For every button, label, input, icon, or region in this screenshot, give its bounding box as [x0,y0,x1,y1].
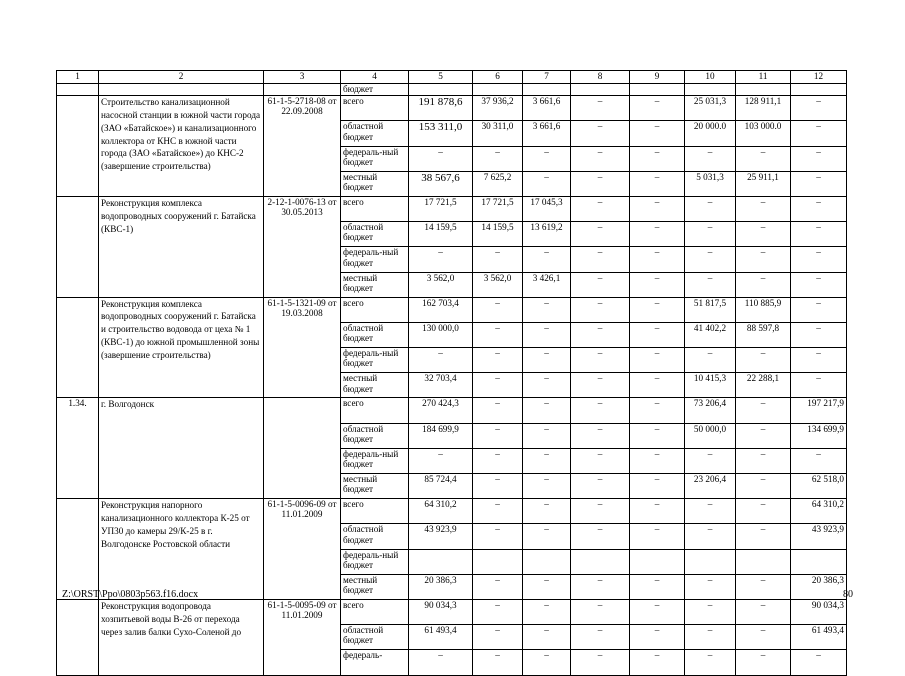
amount-cell: 64 310,2 [409,499,473,524]
registration-number [264,398,341,499]
amount-cell: – [473,247,523,272]
amount-cell: – [473,625,523,650]
amount-cell: – [523,625,571,650]
amount-cell: – [409,650,473,675]
amount-cell: 32 703,4 [409,373,473,398]
funding-source-label: федераль-ный бюджет [341,549,409,574]
amount-cell: 73 206,4 [685,398,736,423]
table-row [57,96,847,109]
amount-cell: 184 699,9 [409,423,473,448]
amount-cell: – [736,423,791,448]
cell-empty [736,83,791,96]
amount-cell: – [523,650,571,675]
amount-cell: – [571,499,630,524]
registration-number: 61-1-5-0096-09 от 11.01.2009 [264,499,341,600]
amount-cell: – [473,524,523,549]
amount-cell: 37 936,2 [473,96,523,121]
amount-cell: – [523,247,571,272]
amount-cell: 20 386,3 [409,574,473,599]
amount-cell [473,549,523,574]
amount-cell: – [791,373,847,398]
amount-cell: – [409,146,473,171]
amount-cell: – [736,448,791,473]
cell-empty [57,83,99,96]
amount-cell: – [571,322,630,347]
amount-cell: 20 000.0 [685,121,736,146]
amount-cell [630,549,685,574]
amount-cell: – [630,171,685,196]
funding-source-label: всего [341,297,409,322]
amount-cell: – [473,448,523,473]
amount-cell: – [736,247,791,272]
amount-cell: – [571,574,630,599]
column-number-5: 5 [409,71,473,84]
funding-source-label: местный бюджет [341,474,409,499]
amount-cell: – [630,196,685,221]
amount-cell: 43 923,9 [409,524,473,549]
amount-cell: – [685,499,736,524]
registration-number: 61-1-5-1321-09 от 19.03.2008 [264,297,341,398]
amount-cell: – [523,373,571,398]
cell-empty [99,83,264,96]
column-number-3: 3 [264,71,341,84]
amount-cell: 197 217,9 [791,398,847,423]
amount-cell: – [571,373,630,398]
amount-cell: – [791,222,847,247]
item-number [57,499,99,600]
table-row [57,398,847,411]
funding-source-label: областной бюджет [341,625,409,650]
funding-source-label: федераль-ный бюджет [341,348,409,373]
amount-cell: – [630,599,685,624]
amount-cell [685,549,736,574]
amount-cell: 7 625,2 [473,171,523,196]
amount-cell: 270 424,3 [409,398,473,423]
amount-cell: 17 045,3 [523,196,571,221]
amount-cell: – [736,625,791,650]
item-number [57,599,99,675]
column-number-6: 6 [473,71,523,84]
cell-empty [685,83,736,96]
table-row [57,499,847,512]
amount-cell: – [791,322,847,347]
amount-cell: – [571,146,630,171]
amount-cell: – [571,272,630,297]
amount-cell: 3 562,0 [409,272,473,297]
funding-source-label: федераль-ный бюджет [341,247,409,272]
amount-cell: 10 415,3 [685,373,736,398]
amount-cell: – [630,121,685,146]
amount-cell: – [571,625,630,650]
amount-cell: 23 206,4 [685,474,736,499]
amount-cell: 14 159,5 [409,222,473,247]
amount-cell: – [409,348,473,373]
column-number-12: 12 [791,71,847,84]
amount-cell: – [736,272,791,297]
amount-cell: – [571,196,630,221]
amount-cell: 162 703,4 [409,297,473,322]
amount-cell: 5 031,3 [685,171,736,196]
amount-cell: – [523,322,571,347]
amount-cell: – [736,650,791,675]
budget-table [56,70,847,676]
amount-cell: 191 878,6 [409,96,473,121]
funding-source-label: местный бюджет [341,373,409,398]
amount-cell: – [523,524,571,549]
amount-cell: 130 000,0 [409,322,473,347]
amount-cell: – [630,499,685,524]
amount-cell: – [630,448,685,473]
table-row [57,196,847,209]
footer-file-path: Z:\ORST\Ppo\0803p563.f16.docx [62,589,199,600]
amount-cell: – [630,373,685,398]
item-number: 1.34. [57,398,99,499]
amount-cell: – [685,196,736,221]
cell-empty [791,83,847,96]
amount-cell: – [736,146,791,171]
table-body [57,71,847,676]
amount-cell: – [630,322,685,347]
funding-source-label: местный бюджет [341,574,409,599]
funding-source-label: федераль-ный бюджет [341,146,409,171]
amount-cell [571,549,630,574]
funding-source-label: областной бюджет [341,222,409,247]
amount-cell: 20 386,3 [791,574,847,599]
registration-number: 61-1-5-2718-08 от 22.09.2008 [264,96,341,197]
registration-number: 2-12-1-0076-13 от 30.05.2013 [264,196,341,297]
column-number-8: 8 [571,71,630,84]
amount-cell: – [736,524,791,549]
funding-source-label: областной бюджет [341,121,409,146]
amount-cell: – [523,499,571,524]
amount-cell: – [473,146,523,171]
column-number-9: 9 [630,71,685,84]
amount-cell: 128 911,1 [736,96,791,121]
amount-cell: – [571,398,630,423]
amount-cell: 22 288,1 [736,373,791,398]
amount-cell: – [571,599,630,624]
item-number [57,297,99,398]
column-number-1: 1 [57,71,99,84]
header-row [57,71,847,84]
amount-cell: – [791,272,847,297]
amount-cell: – [630,474,685,499]
amount-cell: – [523,574,571,599]
amount-cell: – [736,222,791,247]
amount-cell: – [571,474,630,499]
amount-cell: – [630,650,685,675]
amount-cell: – [685,625,736,650]
amount-cell: – [523,348,571,373]
funding-source-label: всего [341,196,409,221]
amount-cell: – [473,373,523,398]
column-number-11: 11 [736,71,791,84]
amount-cell: – [523,146,571,171]
amount-cell: – [523,297,571,322]
amount-cell: – [473,599,523,624]
amount-cell: – [791,96,847,121]
amount-cell: – [473,297,523,322]
amount-cell: – [685,650,736,675]
column-number-4: 4 [341,71,409,84]
amount-cell: – [523,448,571,473]
funding-source-label: областной бюджет [341,322,409,347]
amount-cell: – [571,171,630,196]
amount-cell: – [736,599,791,624]
amount-cell: – [630,146,685,171]
amount-cell: – [630,272,685,297]
amount-cell: – [571,247,630,272]
column-number-10: 10 [685,71,736,84]
amount-cell: – [630,398,685,423]
amount-cell: 14 159,5 [473,222,523,247]
amount-cell: 110 885,9 [736,297,791,322]
amount-cell: – [791,650,847,675]
amount-cell: – [473,650,523,675]
amount-cell: – [409,448,473,473]
amount-cell: – [685,272,736,297]
funding-source-label: местный бюджет [341,171,409,196]
amount-cell: – [736,574,791,599]
amount-cell: – [571,121,630,146]
amount-cell: 17 721,5 [409,196,473,221]
amount-cell: – [791,448,847,473]
funding-source-label: федераль- [341,650,409,675]
funding-source-label: всего [341,96,409,121]
amount-cell: – [736,348,791,373]
item-description: Строительство канализационной насосной станции в южной части города (ЗАО «Батайское») и канализационного коллектора от КНС в южной части города (ЗАО «Батайское») до КНС-2 (завершение строительства) [99,96,264,197]
amount-cell: – [571,650,630,675]
amount-cell: – [409,247,473,272]
cell-empty [523,83,571,96]
item-description: Реконструкция напорного канализационного коллектора К-25 от УП30 до камеры 29/К-25 в г. Волгодонске Ростовской области [99,499,264,600]
registration-number: 61-1-5-0095-09 от 11.01.2009 [264,599,341,675]
amount-cell: 64 310,2 [791,499,847,524]
amount-cell: – [523,599,571,624]
amount-cell: – [473,474,523,499]
amount-cell: 41 402,2 [685,322,736,347]
table-row [57,599,847,612]
amount-cell: 153 311,0 [409,121,473,146]
amount-cell: – [791,121,847,146]
amount-cell: 3 661,6 [523,121,571,146]
cell-empty [630,83,685,96]
amount-cell: – [630,96,685,121]
amount-cell: – [791,247,847,272]
amount-cell: – [791,171,847,196]
amount-cell: 61 493,4 [409,625,473,650]
item-description: Реконструкция водопровода хозпитьевой воды В-26 от перехода через залив балки Сухо-Соленой до [99,599,264,675]
amount-cell: 3 562,0 [473,272,523,297]
amount-cell: – [571,524,630,549]
amount-cell: – [685,524,736,549]
amount-cell: – [571,348,630,373]
amount-cell: 3 426,1 [523,272,571,297]
amount-cell: 50 000,0 [685,423,736,448]
funding-source-label: всего [341,499,409,524]
funding-source-label: федераль-ный бюджет [341,448,409,473]
amount-cell: – [473,423,523,448]
amount-cell: – [523,398,571,423]
amount-cell: – [571,423,630,448]
amount-cell: 3 661,6 [523,96,571,121]
amount-cell: – [523,171,571,196]
amount-cell: 30 311,0 [473,121,523,146]
amount-cell: 90 034,3 [409,599,473,624]
amount-cell: – [630,297,685,322]
item-description: Реконструкция комплекса водопроводных сооружений г. Батайска (КВС-1) [99,196,264,297]
funding-source-label: местный бюджет [341,272,409,297]
amount-cell: – [571,96,630,121]
funding-source-label: всего [341,398,409,423]
amount-cell: – [685,348,736,373]
amount-cell: – [473,348,523,373]
cell-empty [473,83,523,96]
amount-cell: – [685,146,736,171]
amount-cell: – [736,398,791,423]
amount-cell: – [791,146,847,171]
amount-cell: – [736,474,791,499]
funding-source-label: всего [341,599,409,624]
amount-cell [791,549,847,574]
amount-cell: – [791,348,847,373]
column-number-2: 2 [99,71,264,84]
amount-cell: – [736,499,791,524]
footer-page-number: 80 [843,589,853,600]
amount-cell: – [630,423,685,448]
amount-cell: – [685,574,736,599]
amount-cell: 103 000.0 [736,121,791,146]
amount-cell: 43 923,9 [791,524,847,549]
amount-cell: – [571,448,630,473]
column-number-7: 7 [523,71,571,84]
item-description: Реконструкция комплекса водопроводных сооружений г. Батайска и строительство водовода от цеха № 1 (КВС-1) до южной промышленной зоны (завершение строительства) [99,297,264,398]
continuation-row [57,83,847,96]
amount-cell: 85 724,4 [409,474,473,499]
amount-cell [409,549,473,574]
funding-source-label: областной бюджет [341,524,409,549]
amount-cell: – [523,423,571,448]
amount-cell: 88 597,8 [736,322,791,347]
amount-cell: 134 699,9 [791,423,847,448]
amount-cell: – [685,448,736,473]
amount-cell: 51 817,5 [685,297,736,322]
amount-cell: 25 911,1 [736,171,791,196]
amount-cell: – [571,297,630,322]
amount-cell: – [630,574,685,599]
amount-cell: – [685,599,736,624]
amount-cell: 17 721,5 [473,196,523,221]
amount-cell: – [736,196,791,221]
amount-cell: – [630,247,685,272]
item-number [57,196,99,297]
amount-cell: – [630,348,685,373]
amount-cell: – [630,625,685,650]
amount-cell: 61 493,4 [791,625,847,650]
item-description: г. Волгодонск [99,398,264,499]
cell-empty [264,83,341,96]
amount-cell: – [791,297,847,322]
amount-cell: 13 619,2 [523,222,571,247]
table-row [57,297,847,310]
amount-cell: – [473,322,523,347]
cell-empty [571,83,630,96]
amount-cell: – [685,247,736,272]
item-number [57,96,99,197]
amount-cell: – [791,196,847,221]
amount-cell: – [630,222,685,247]
cell-empty [409,83,473,96]
amount-cell: – [571,222,630,247]
amount-cell: – [523,474,571,499]
amount-cell: – [473,398,523,423]
amount-cell: – [630,524,685,549]
amount-cell: 90 034,3 [791,599,847,624]
amount-cell: 38 567,6 [409,171,473,196]
funding-source-label: областной бюджет [341,423,409,448]
amount-cell [736,549,791,574]
amount-cell: – [473,499,523,524]
amount-cell: – [685,222,736,247]
budget-label: бюджет [341,83,409,96]
amount-cell: – [473,574,523,599]
amount-cell: 25 031,3 [685,96,736,121]
amount-cell [523,549,571,574]
amount-cell: 62 518,0 [791,474,847,499]
